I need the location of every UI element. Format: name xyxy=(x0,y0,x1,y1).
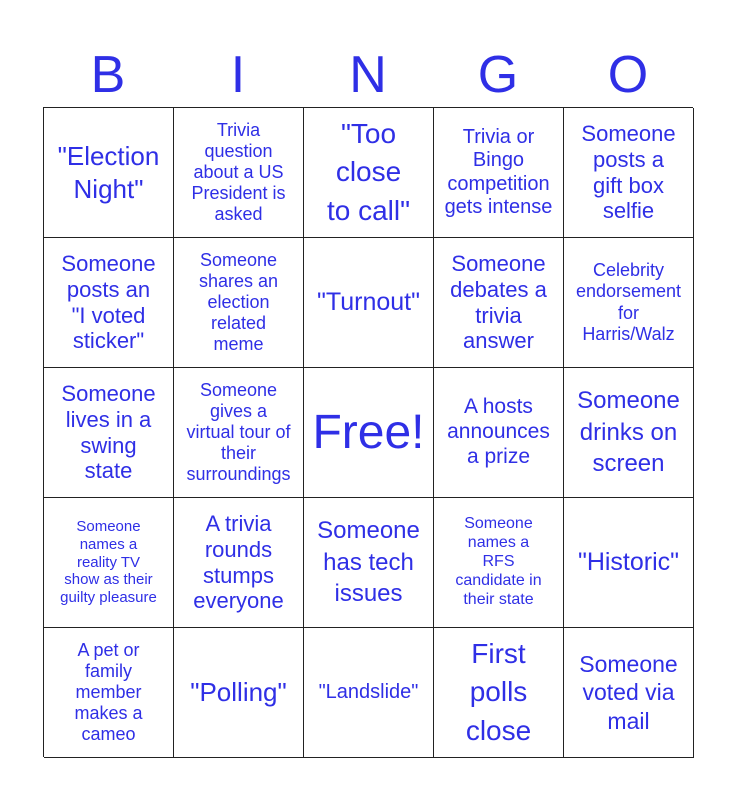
bingo-cell[interactable] xyxy=(304,238,434,368)
bingo-cell[interactable] xyxy=(434,238,564,368)
cell-text: Someone posts a gift box selfie xyxy=(581,120,676,224)
bingo-cell[interactable] xyxy=(564,238,694,368)
cell-text: "Polling" xyxy=(190,677,287,708)
cell-text: Someone gives a virtual tour of their surroundings xyxy=(186,379,291,485)
bingo-cell[interactable] xyxy=(44,498,174,628)
cell-text: A pet or family member makes a cameo xyxy=(74,639,143,745)
header-letter-o: O xyxy=(607,46,649,104)
cell-text: "Historic" xyxy=(577,547,680,576)
cell-text: "Too close to call" xyxy=(326,117,411,226)
cell-text: A trivia rounds stumps everyone xyxy=(193,510,284,614)
cell-text: Trivia or Bingo competition gets intense xyxy=(444,125,553,218)
cell-text: Trivia question about a US President is asked xyxy=(191,119,286,225)
bingo-cell[interactable] xyxy=(564,628,694,758)
bingo-cell[interactable] xyxy=(44,628,174,758)
bingo-cell[interactable] xyxy=(304,628,434,758)
bingo-cell[interactable] xyxy=(434,628,564,758)
bingo-cell[interactable] xyxy=(174,628,304,758)
cell-text: Someone drinks on screen xyxy=(577,386,680,478)
bingo-cell[interactable] xyxy=(174,238,304,368)
cell-text: Celebrity endorsement for Harris/Walz xyxy=(575,260,682,344)
cell-text: "Election Night" xyxy=(57,141,160,204)
cell-text: First polls close xyxy=(465,637,532,746)
bingo-cell[interactable] xyxy=(304,108,434,238)
cell-text: "Landslide" xyxy=(318,680,419,703)
cell-text: "Turnout" xyxy=(317,287,420,316)
bingo-cell[interactable] xyxy=(434,368,564,498)
header-letter-g: G xyxy=(477,46,519,104)
cell-text: Someone names a RFS candidate in their state xyxy=(455,515,542,608)
cell-text: Someone posts an "I voted sticker" xyxy=(61,250,156,354)
free-space-label: Free! xyxy=(312,405,425,459)
header-letter-n: N xyxy=(349,46,387,104)
bingo-cell[interactable] xyxy=(564,368,694,498)
bingo-cell[interactable] xyxy=(174,368,304,498)
bingo-cell[interactable] xyxy=(44,368,174,498)
bingo-header xyxy=(43,42,693,108)
bingo-cell-free[interactable] xyxy=(304,368,434,498)
bingo-cell[interactable] xyxy=(174,498,304,628)
cell-text: Someone lives in a swing state xyxy=(61,380,156,484)
cell-text: Someone names a reality TV show as their guilty pleasure xyxy=(60,518,157,607)
bingo-cell[interactable] xyxy=(44,238,174,368)
bingo-board xyxy=(43,107,693,757)
cell-text: Someone has tech issues xyxy=(317,516,420,608)
header-letter-i: I xyxy=(230,46,246,104)
bingo-cell[interactable] xyxy=(44,108,174,238)
cell-text: A hosts announces a prize xyxy=(447,395,550,468)
bingo-cell[interactable] xyxy=(304,498,434,628)
cell-text: Someone debates a trivia answer xyxy=(450,250,547,354)
cell-text: Someone shares an election related meme xyxy=(198,249,279,355)
bingo-cell[interactable] xyxy=(434,498,564,628)
bingo-cell[interactable] xyxy=(434,108,564,238)
bingo-cell[interactable] xyxy=(174,108,304,238)
bingo-cell[interactable] xyxy=(564,498,694,628)
cell-text: Someone voted via mail xyxy=(579,651,678,734)
bingo-cell[interactable] xyxy=(564,108,694,238)
header-letter-b: B xyxy=(90,46,126,104)
